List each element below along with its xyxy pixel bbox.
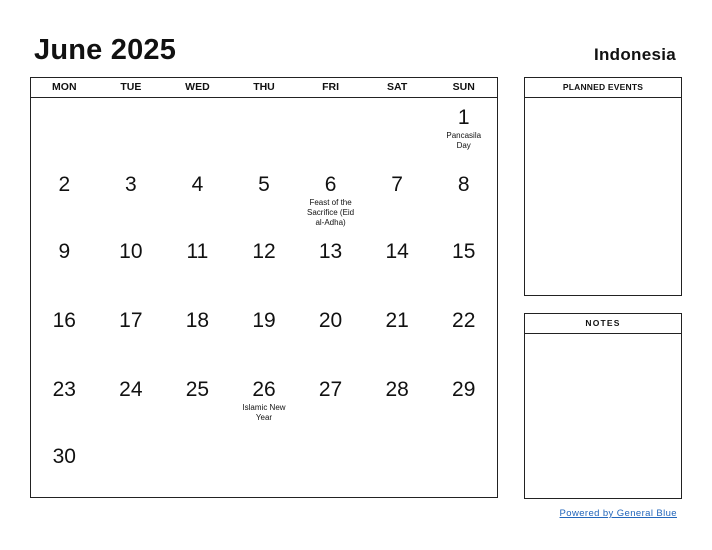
- day-cell: [98, 98, 165, 165]
- day-number: 29: [452, 378, 476, 401]
- weekday-fri: FRI: [322, 81, 340, 93]
- day-cell: [164, 232, 231, 301]
- weekday-thu: THU: [253, 81, 275, 93]
- day-cell: [31, 165, 98, 232]
- day-number: 7: [391, 173, 403, 196]
- day-cell: [231, 98, 298, 165]
- day-cell: [231, 370, 298, 437]
- planned-events-panel: [524, 77, 682, 296]
- day-number: 18: [185, 309, 210, 332]
- day-cell: [430, 437, 497, 507]
- planned-events-title: PLANNED EVENTS: [525, 78, 681, 98]
- day-cell: [98, 165, 165, 232]
- day-cell: [231, 165, 298, 232]
- day-number: 13: [318, 240, 343, 263]
- day-cell: [164, 165, 231, 232]
- day-number: 23: [52, 378, 76, 401]
- day-cell: [231, 301, 298, 370]
- day-number: 3: [125, 173, 137, 196]
- calendar-days: [31, 98, 497, 507]
- day-cell: [297, 98, 364, 165]
- day-cell: [164, 301, 231, 370]
- day-number: 10: [119, 240, 143, 263]
- day-cell: [31, 232, 98, 301]
- day-cell: [364, 370, 431, 437]
- day-number: 5: [258, 173, 270, 196]
- day-number: 11: [186, 240, 209, 263]
- day-cell: [164, 437, 231, 507]
- weekday-sun: SUN: [452, 81, 475, 93]
- day-cell: [231, 232, 298, 301]
- day-cell: [164, 98, 231, 165]
- day-cell: [364, 98, 431, 165]
- weekday-tue: TUE: [120, 81, 142, 93]
- day-cell: [164, 370, 231, 437]
- day-cell: [297, 301, 364, 370]
- day-number: 9: [58, 240, 71, 263]
- notes-panel: [524, 313, 682, 499]
- day-number: 27: [318, 378, 343, 401]
- day-number: 28: [385, 378, 409, 401]
- day-cell: [430, 98, 497, 165]
- day-cell: [430, 370, 497, 437]
- day-cell: [31, 370, 98, 437]
- day-number: 2: [58, 173, 71, 196]
- calendar-grid: [30, 77, 498, 498]
- day-cell: [31, 437, 98, 507]
- day-number: 17: [119, 309, 143, 332]
- day-cell: [297, 437, 364, 507]
- day-number: 20: [318, 309, 343, 332]
- day-number: 12: [252, 240, 276, 263]
- day-cell: [231, 437, 298, 507]
- day-cell: [98, 232, 165, 301]
- notes-title: NOTES: [525, 314, 681, 334]
- day-cell: [297, 232, 364, 301]
- day-number: 25: [185, 378, 210, 401]
- day-cell: [364, 232, 431, 301]
- powered-by-link[interactable]: Powered by General Blue: [559, 508, 677, 519]
- day-number: 26: [252, 378, 276, 401]
- day-number: 30: [52, 445, 76, 468]
- holiday-label: Feast of the Sacrifice (Eid al-Adha): [307, 198, 355, 227]
- day-cell: [364, 437, 431, 507]
- day-number: 4: [191, 173, 204, 196]
- day-number: 8: [457, 173, 470, 196]
- day-cell: [364, 165, 431, 232]
- holiday-label: Pancasila Day: [446, 131, 482, 150]
- day-number: 22: [452, 309, 476, 332]
- day-cell: [297, 165, 364, 232]
- day-cell: [430, 165, 497, 232]
- day-number: 21: [385, 309, 409, 332]
- day-cell: [31, 301, 98, 370]
- day-cell: [430, 232, 497, 301]
- day-cell: [98, 437, 165, 507]
- weekday-header: [31, 78, 497, 98]
- day-cell: [98, 301, 165, 370]
- day-number: 1: [457, 106, 470, 129]
- country-label: Indonesia: [593, 45, 676, 64]
- page-title: June 2025: [34, 34, 177, 66]
- day-cell: [430, 301, 497, 370]
- day-number: 24: [119, 378, 143, 401]
- day-number: 6: [324, 173, 337, 196]
- day-cell: [31, 98, 98, 165]
- weekday-wed: WED: [185, 81, 210, 93]
- weekday-mon: MON: [52, 81, 77, 93]
- holiday-label: Islamic New Year: [242, 403, 286, 422]
- day-number: 16: [52, 309, 76, 332]
- day-cell: [364, 301, 431, 370]
- day-number: 14: [385, 240, 409, 263]
- day-cell: [297, 370, 364, 437]
- weekday-sat: SAT: [387, 81, 408, 93]
- day-number: 15: [452, 240, 476, 263]
- day-cell: [98, 370, 165, 437]
- day-number: 19: [252, 309, 276, 332]
